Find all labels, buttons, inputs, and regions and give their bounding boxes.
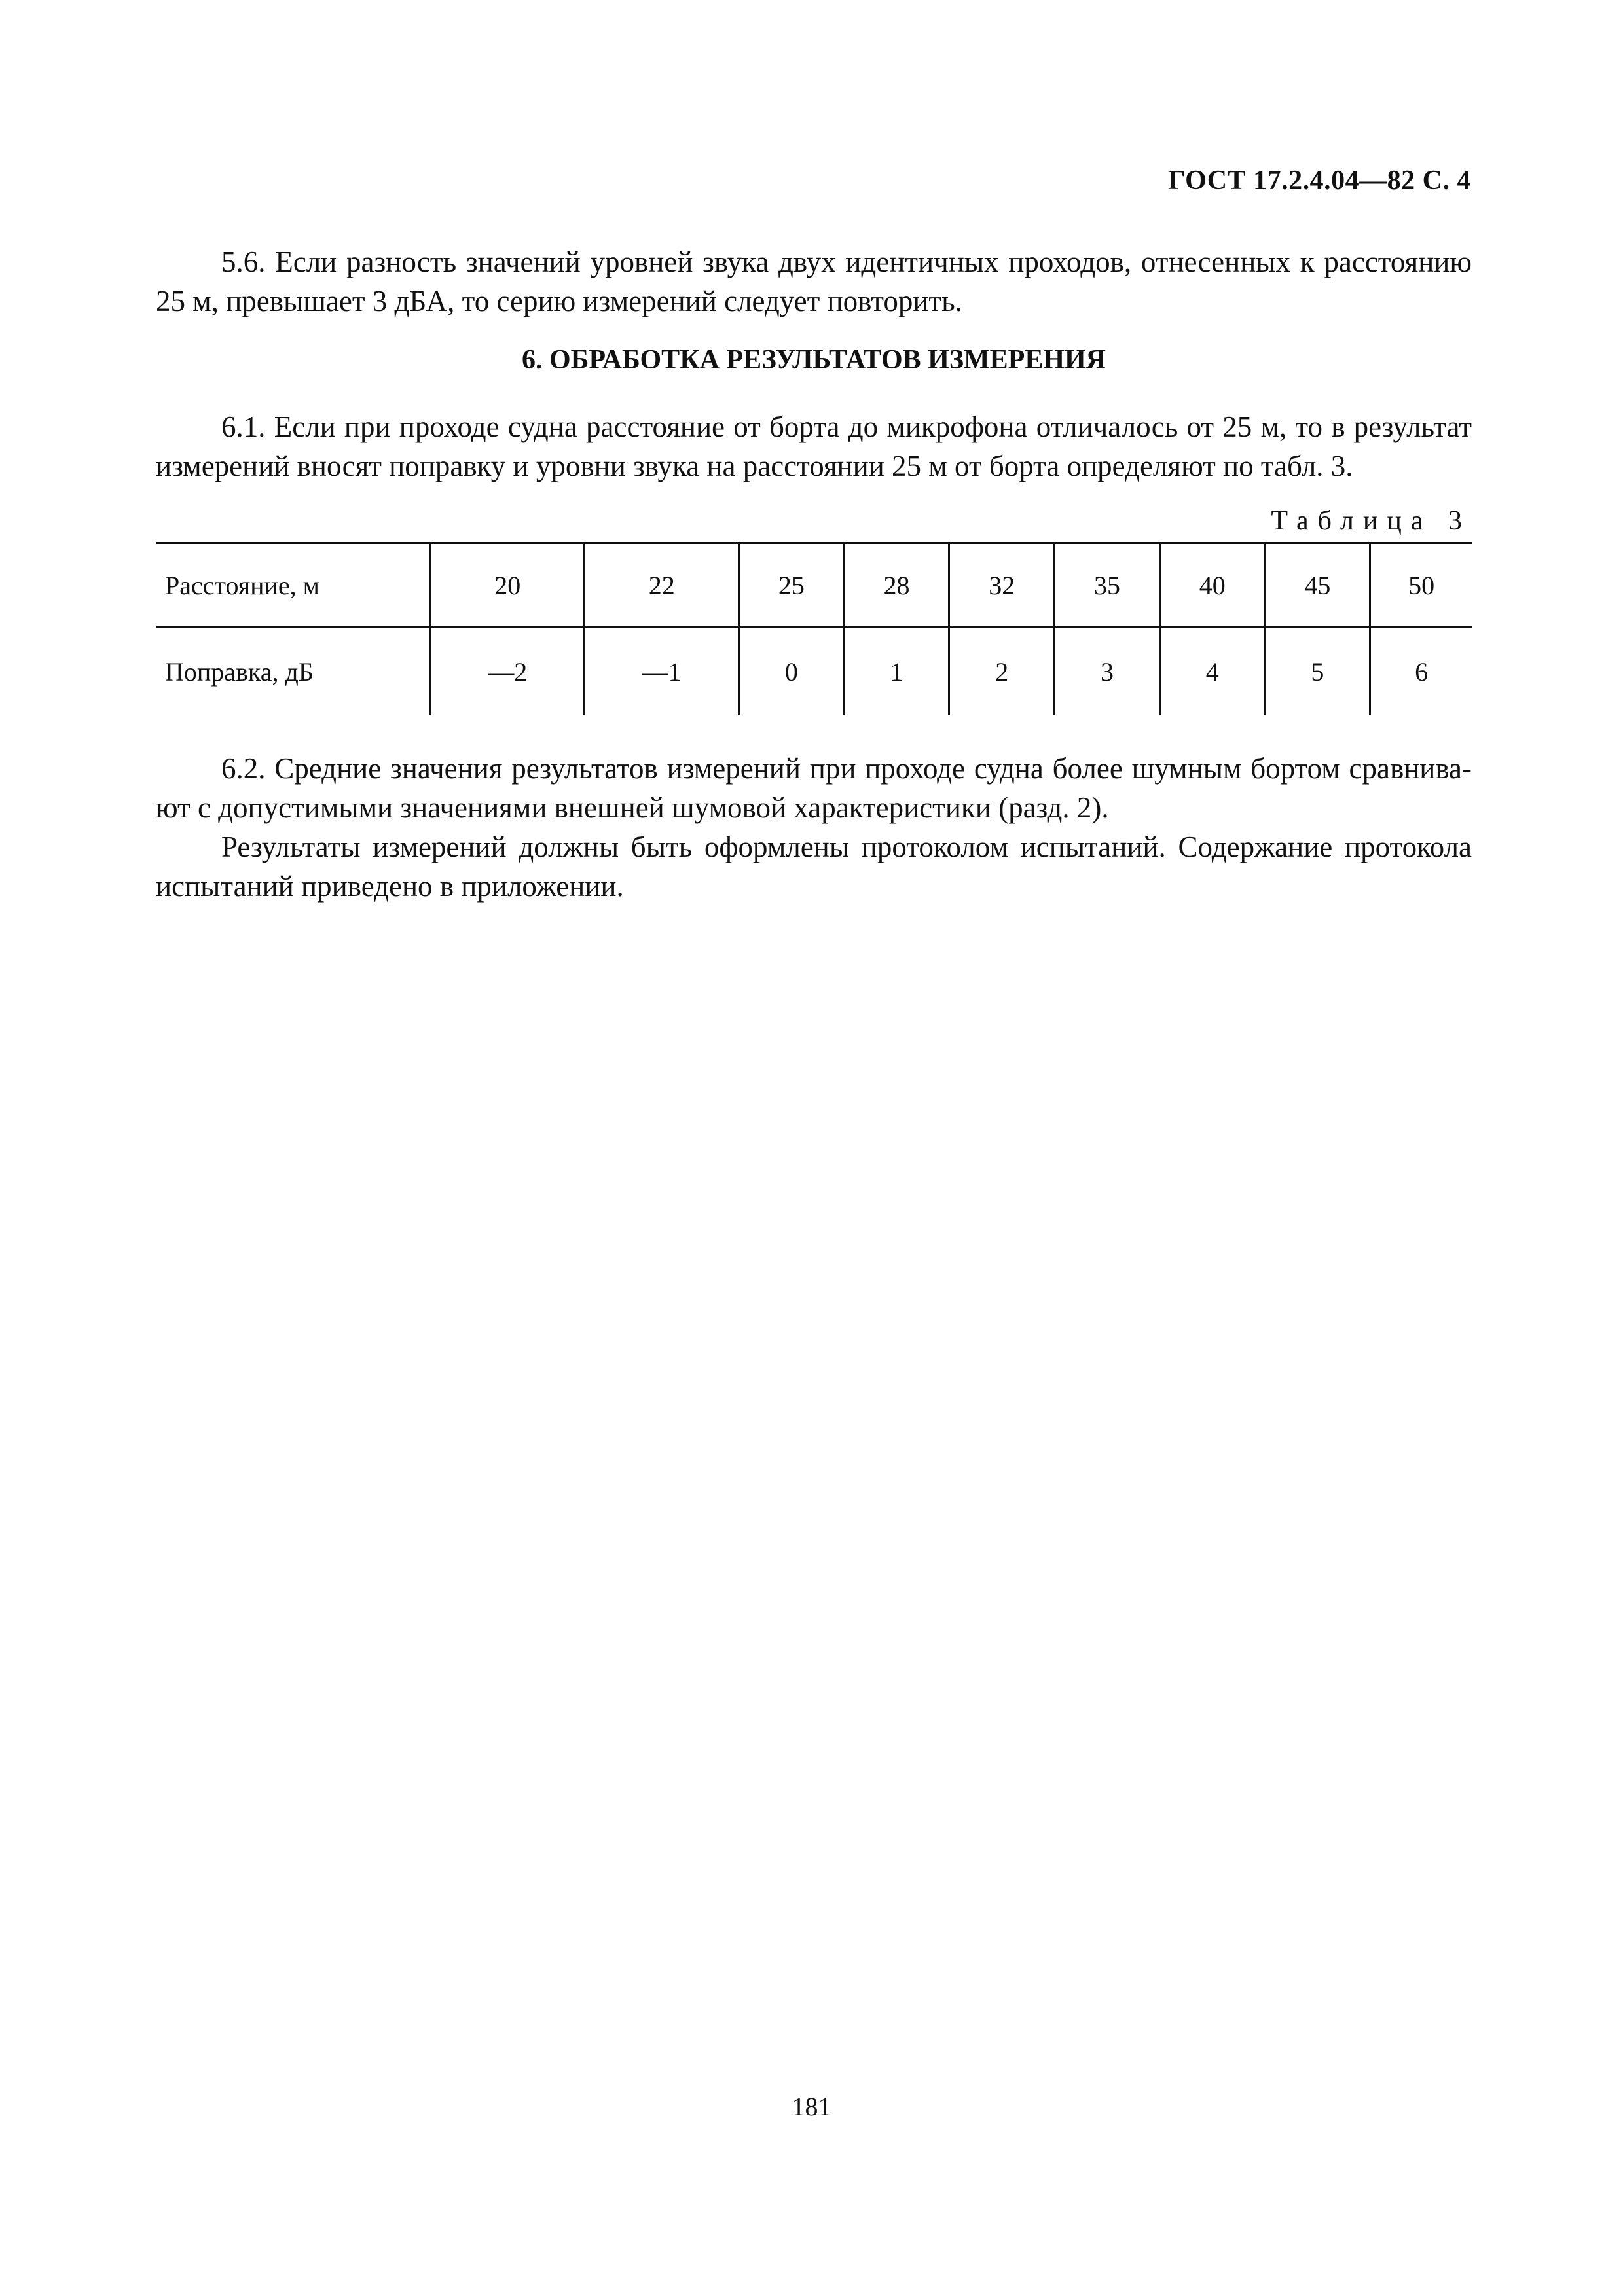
table-cell: 0 bbox=[739, 628, 844, 715]
table-cell: —1 bbox=[585, 628, 739, 715]
table-cell: 2 bbox=[949, 628, 1055, 715]
paragraph-6-1: 6.1. Если при проходе судна расстояние от борта до микрофона отличалось от 25 м, то в результат измерений вносят поправку и уровни звука на расстоянии 25 м от борта определяют по табл. 3. bbox=[156, 410, 1472, 482]
table-cell: 1 bbox=[844, 628, 949, 715]
table-cell: —2 bbox=[431, 628, 585, 715]
table-cell: 50 bbox=[1370, 543, 1472, 628]
table-cell: 40 bbox=[1159, 543, 1265, 628]
table-cell: 28 bbox=[844, 543, 949, 628]
table-row-correction bbox=[156, 628, 1472, 715]
table-caption: Таблица 3 bbox=[1271, 506, 1471, 536]
table-row-distance bbox=[156, 543, 1472, 628]
paragraph-5-6: 5.6. Если разность значений уровней звука двух идентичных проходов, отнесенных к расстоянию 25 м, превышает 3 дБА, то серию измерений следует повторить. bbox=[156, 245, 1472, 317]
table-cell: 22 bbox=[585, 543, 739, 628]
document-header: ГОСТ 17.2.4.04—82 С. 4 bbox=[1167, 166, 1471, 196]
table-cell: 32 bbox=[949, 543, 1055, 628]
page-number: 181 bbox=[792, 2092, 831, 2121]
paragraph-6-2: 6.2. Средние значения результатов измерений при проходе судна более шумным бортом сравнивают с допустимыми значениями внешней шумовой характеристики (разд. 2). bbox=[156, 752, 1472, 824]
section-6-title: 6. ОБРАБОТКА РЕЗУЛЬТАТОВ ИЗМЕРЕНИЯ bbox=[521, 345, 1106, 375]
row-label-distance: Расстояние, м bbox=[156, 543, 431, 628]
table-cell: 5 bbox=[1265, 628, 1370, 715]
table-cell: 6 bbox=[1370, 628, 1472, 715]
table-cell: 3 bbox=[1055, 628, 1160, 715]
correction-table bbox=[156, 542, 1472, 715]
table-cell: 35 bbox=[1055, 543, 1160, 628]
table-cell: 45 bbox=[1265, 543, 1370, 628]
table-cell: 4 bbox=[1159, 628, 1265, 715]
table-cell: 20 bbox=[431, 543, 585, 628]
paragraph-results: Результаты измерений должны быть оформлены протоколом испытаний. Содержание протокола испытаний приведено в приложении. bbox=[156, 831, 1472, 903]
table-cell: 25 bbox=[739, 543, 844, 628]
row-label-correction: Поправка, дБ bbox=[165, 656, 314, 687]
